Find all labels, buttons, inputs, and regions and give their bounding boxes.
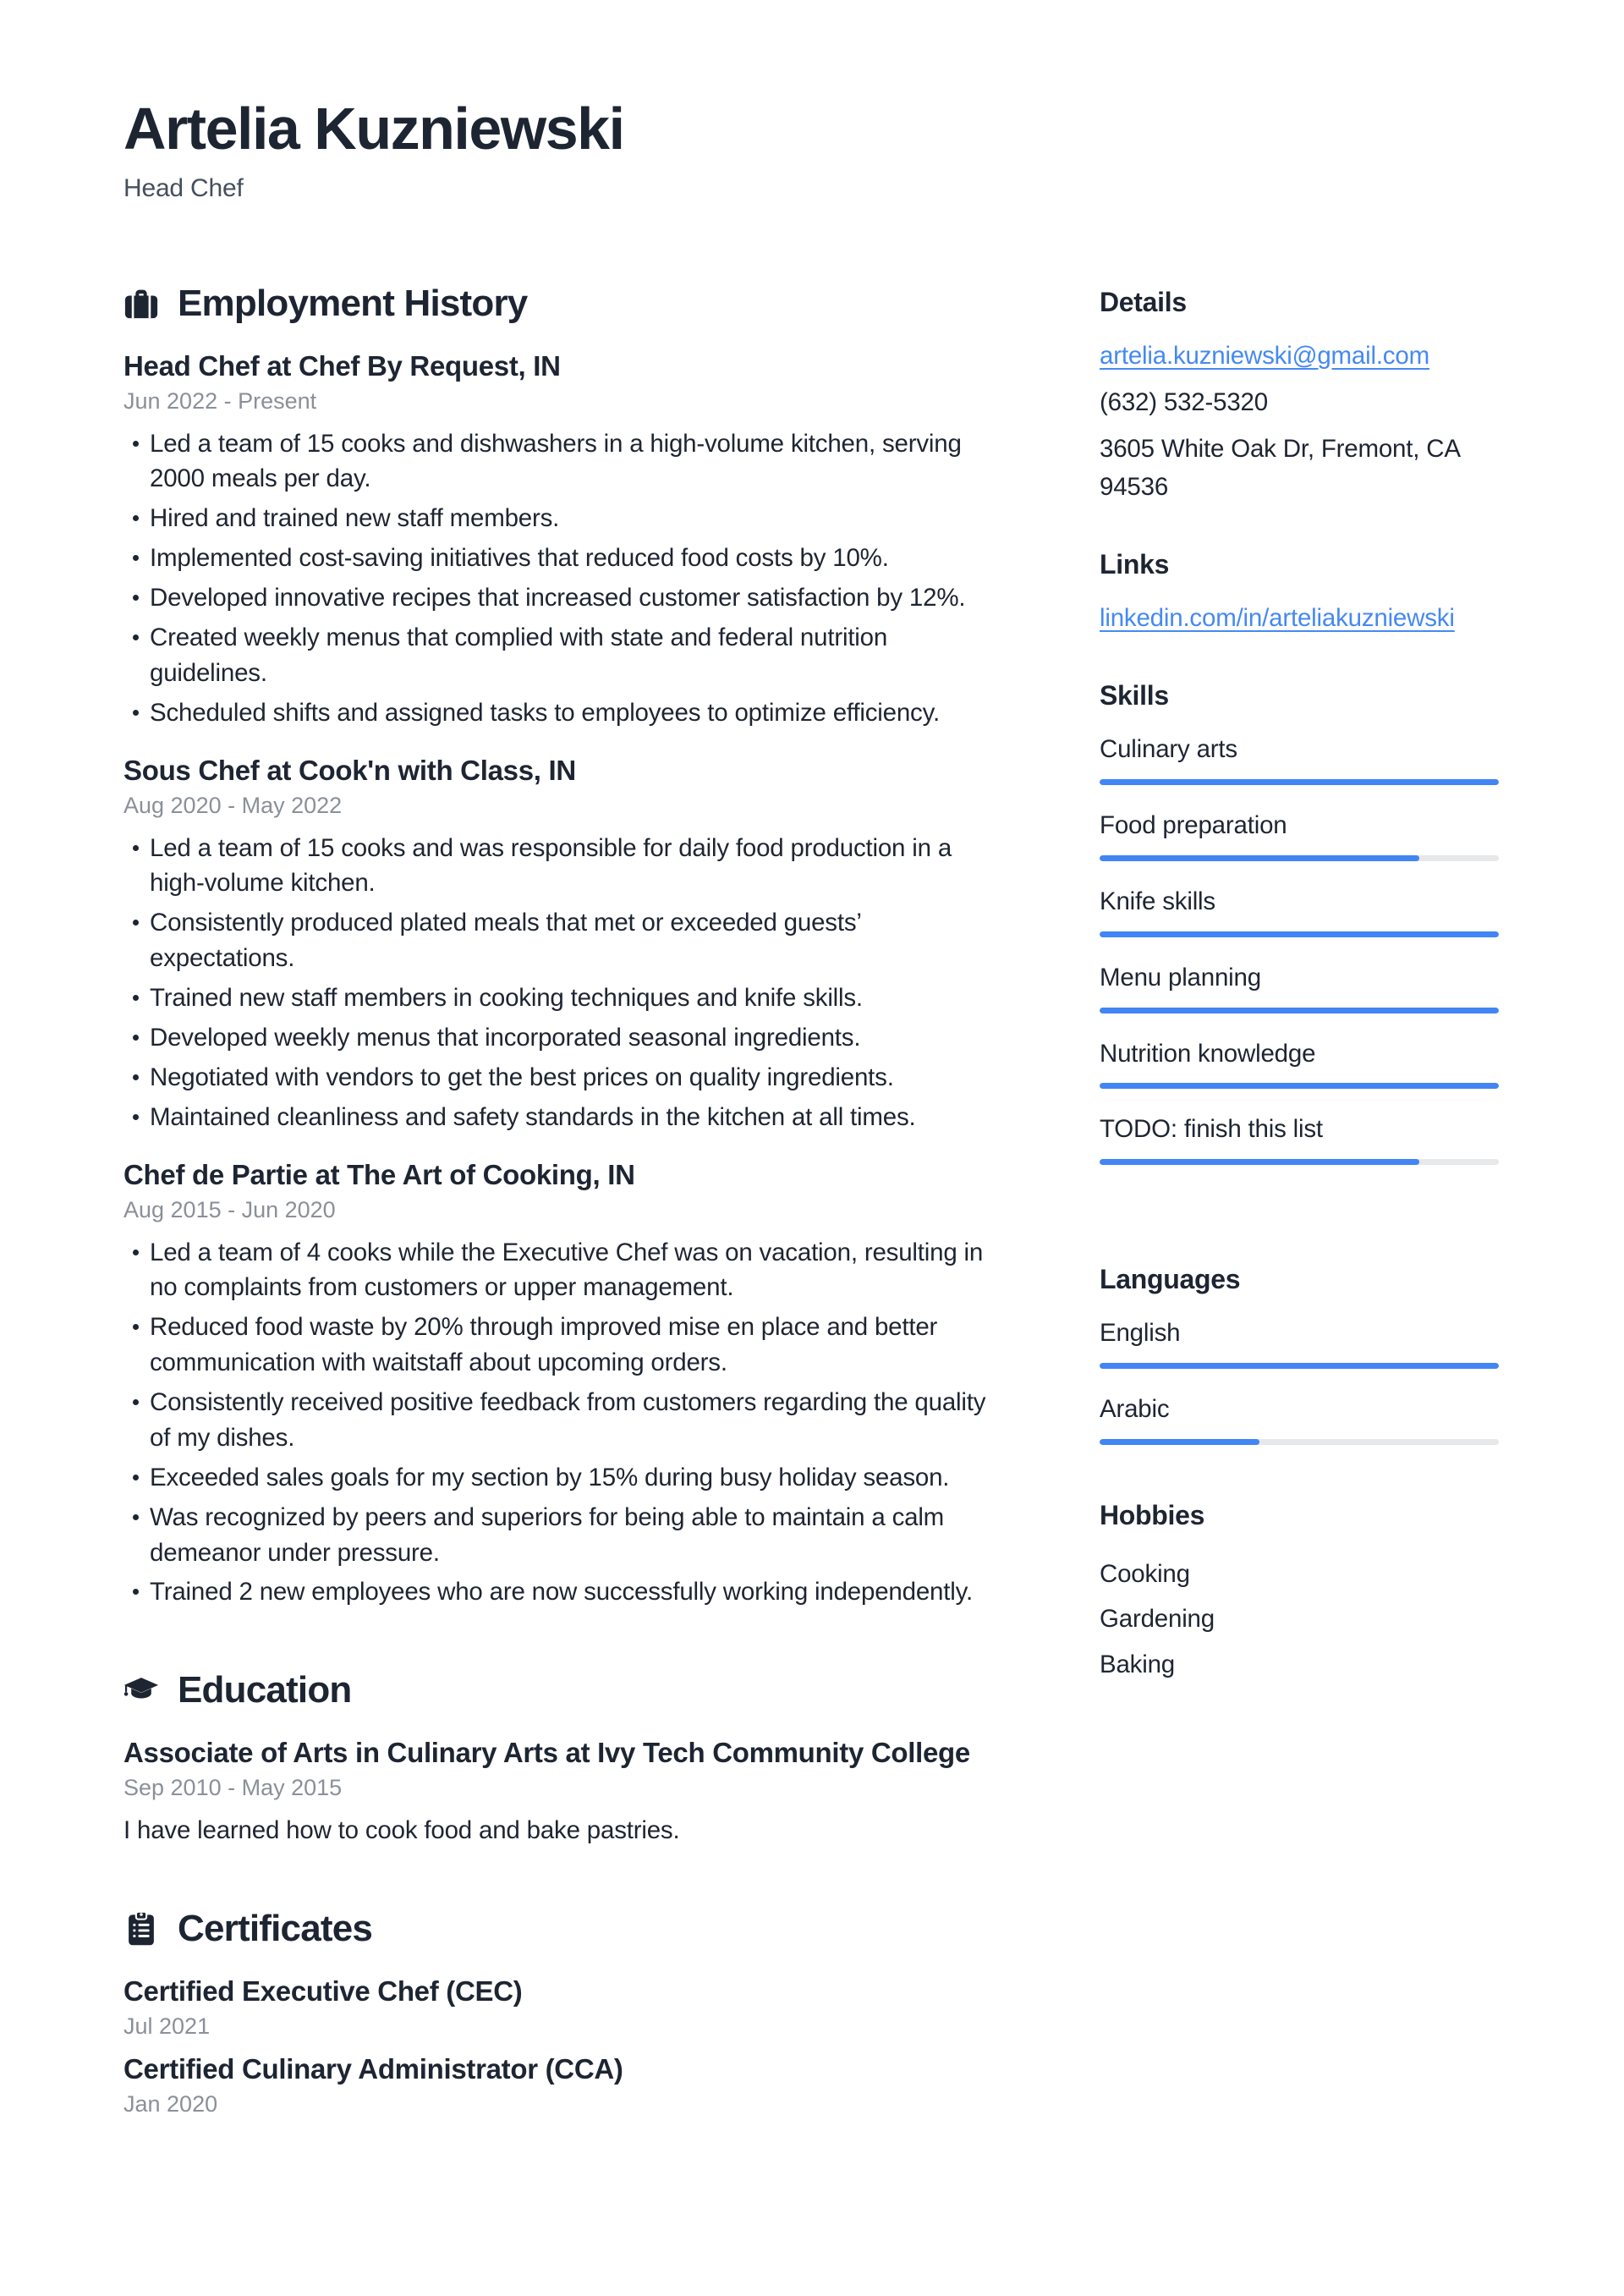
job-period: Aug 2020 - May 2022 bbox=[123, 792, 343, 818]
briefcase-icon bbox=[123, 286, 159, 321]
job-bullet: Scheduled shifts and assigned tasks to employees to optimize efficiency. bbox=[123, 695, 1008, 731]
person-name: Artelia Kuzniewski bbox=[123, 96, 624, 162]
job-bullet-list bbox=[123, 831, 1008, 1135]
certificate-period: Jan 2020 bbox=[123, 2091, 218, 2117]
certificate-list bbox=[123, 1975, 1008, 2117]
meter-label: Knife skills bbox=[1100, 887, 1215, 915]
certificate-title: Certified Executive Chef (CEC) bbox=[123, 1975, 523, 2008]
certificate-entry bbox=[123, 1975, 1008, 2040]
link-list bbox=[1100, 601, 1499, 637]
job-bullet-list bbox=[123, 1235, 1008, 1611]
job-bullet: Created weekly menus that complied with state and federal nutrition guidelines. bbox=[123, 620, 1008, 691]
resume-header bbox=[123, 98, 1502, 203]
main-column bbox=[123, 283, 1008, 2178]
meter-fill bbox=[1100, 1008, 1499, 1013]
meter-fill bbox=[1100, 1159, 1419, 1165]
meter-row bbox=[1100, 960, 1499, 1013]
job-bullet: Negotiated with vendors to get the best prices on quality ingredients. bbox=[123, 1060, 1008, 1096]
job-bullet: Led a team of 15 cooks and dishwashers in a high-volume kitchen, serving 2000 meals per day. bbox=[123, 426, 1008, 497]
meter-track bbox=[1100, 779, 1499, 785]
clipboard-icon bbox=[123, 1911, 159, 1947]
employment-section bbox=[123, 283, 1008, 1611]
meter-fill bbox=[1100, 1439, 1259, 1445]
address-line-1: 3605 White Oak Dr, Fremont, CA bbox=[1100, 435, 1461, 464]
meter-label: Culinary arts bbox=[1100, 735, 1237, 764]
job-bullet-list bbox=[123, 426, 1008, 731]
job-period: Jun 2022 - Present bbox=[123, 387, 317, 414]
meter-label: English bbox=[1100, 1319, 1181, 1348]
meter-row bbox=[1100, 1112, 1499, 1165]
job-bullet: Trained new staff members in cooking techniques and knife skills. bbox=[123, 980, 1008, 1016]
job-bullet: Trained 2 new employees who are now successfully working independently. bbox=[123, 1574, 1008, 1610]
job-period: Aug 2015 - Jun 2020 bbox=[123, 1196, 336, 1222]
meter-label: Arabic bbox=[1100, 1395, 1170, 1424]
education-degree: Associate of Arts in Culinary Arts at Ivy Tech Community College bbox=[123, 1737, 970, 1769]
meter-track bbox=[1100, 931, 1499, 937]
hobby-item: Gardening bbox=[1100, 1605, 1215, 1634]
job-bullet: Implemented cost-saving initiatives that reduced food costs by 10%. bbox=[123, 541, 1008, 576]
job-bullet: Reduced food waste by 20% through improved mise en place and better communication with waitstaff about upcoming orders. bbox=[123, 1310, 1008, 1381]
education-section bbox=[123, 1669, 1008, 1848]
certificates-section bbox=[123, 1908, 1008, 2117]
meter-track bbox=[1100, 1159, 1499, 1165]
link-row bbox=[1100, 601, 1499, 637]
certificates-section-title: Certificates bbox=[178, 1908, 373, 1950]
job-bullet: Consistently received positive feedback from customers regarding the quality of my dishes. bbox=[123, 1385, 1008, 1456]
employment-section-title: Employment History bbox=[178, 282, 528, 324]
content-columns bbox=[123, 283, 1502, 2178]
phone-number: (632) 532-5320 bbox=[1100, 387, 1268, 416]
meter-fill bbox=[1100, 855, 1419, 861]
skill-list bbox=[1100, 732, 1499, 1165]
meter-label: Menu planning bbox=[1100, 963, 1261, 991]
person-job-title: Head Chef bbox=[123, 173, 244, 202]
details-title: Details bbox=[1100, 286, 1187, 317]
meter-label: Nutrition knowledge bbox=[1100, 1039, 1316, 1068]
meter-track bbox=[1100, 1363, 1499, 1369]
job-entry bbox=[123, 1159, 1008, 1611]
education-list bbox=[123, 1737, 1008, 1848]
hobby-item: Cooking bbox=[1100, 1560, 1190, 1589]
address-line-2: 94536 bbox=[1100, 472, 1169, 501]
education-description: I have learned how to cook food and bake pastries. bbox=[123, 1816, 680, 1845]
education-section-title: Education bbox=[178, 1669, 352, 1711]
education-section-header bbox=[123, 1669, 1008, 1711]
meter-fill bbox=[1100, 931, 1499, 937]
education-entry bbox=[123, 1737, 1008, 1848]
hobby-list bbox=[1100, 1552, 1499, 1686]
languages-title: Languages bbox=[1100, 1264, 1241, 1295]
job-bullet: Developed weekly menus that incorporated seasonal ingredients. bbox=[123, 1020, 1008, 1056]
certificate-title: Certified Culinary Administrator (CCA) bbox=[123, 2053, 623, 2085]
meter-track bbox=[1100, 1439, 1499, 1445]
job-bullet: Led a team of 15 cooks and was responsible for daily food production in a high-volume kitchen. bbox=[123, 831, 1008, 902]
skills-section bbox=[1100, 676, 1499, 1165]
meter-track bbox=[1100, 855, 1499, 861]
email-link[interactable]: artelia.kuzniewski@gmail.com bbox=[1100, 341, 1429, 370]
link-item[interactable]: linkedin.com/in/arteliakuzniewski bbox=[1100, 604, 1455, 633]
job-bullet: Maintained cleanliness and safety standards in the kitchen at all times. bbox=[123, 1100, 1008, 1135]
hobby-item: Baking bbox=[1100, 1650, 1175, 1678]
meter-fill bbox=[1100, 1363, 1499, 1369]
sidebar bbox=[1100, 283, 1499, 2178]
meter-row bbox=[1100, 1036, 1499, 1090]
job-entry bbox=[123, 755, 1008, 1135]
job-bullet: Hired and trained new staff members. bbox=[123, 501, 1008, 536]
certificates-section-header bbox=[123, 1908, 1008, 1950]
meter-row bbox=[1100, 1316, 1499, 1369]
meter-row bbox=[1100, 732, 1499, 785]
job-title: Sous Chef at Cook'n with Class, IN bbox=[123, 754, 576, 786]
job-bullet: Led a team of 4 cooks while the Executive Chef was on vacation, resulting in no complaints from customers or upper management. bbox=[123, 1235, 1008, 1306]
links-section bbox=[1100, 545, 1499, 637]
meter-row bbox=[1100, 808, 1499, 861]
meter-track bbox=[1100, 1008, 1499, 1013]
meter-label: Food preparation bbox=[1100, 811, 1287, 840]
job-title: Head Chef at Chef By Request, IN bbox=[123, 349, 561, 382]
address bbox=[1100, 431, 1499, 506]
meter-row bbox=[1100, 884, 1499, 937]
employment-section-header bbox=[123, 283, 1008, 325]
graduation-cap-icon bbox=[123, 1673, 159, 1708]
meter-fill bbox=[1100, 1083, 1499, 1089]
job-bullet: Was recognized by peers and superiors for being able to maintain a calm demeanor under pressure. bbox=[123, 1500, 1008, 1571]
language-list bbox=[1100, 1316, 1499, 1445]
links-title: Links bbox=[1100, 548, 1170, 579]
education-period: Sep 2010 - May 2015 bbox=[123, 1775, 343, 1801]
job-title: Chef de Partie at The Art of Cooking, IN bbox=[123, 1158, 635, 1190]
job-bullet: Developed innovative recipes that increased customer satisfaction by 12%. bbox=[123, 580, 1008, 616]
languages-section bbox=[1100, 1260, 1499, 1445]
job-bullet: Exceeded sales goals for my section by 15% during busy holiday season. bbox=[123, 1460, 1008, 1496]
meter-row bbox=[1100, 1392, 1499, 1445]
meter-track bbox=[1100, 1083, 1499, 1089]
details-section bbox=[1100, 283, 1499, 506]
meter-label: TODO: finish this list bbox=[1100, 1115, 1323, 1144]
skills-title: Skills bbox=[1100, 680, 1169, 711]
meter-fill bbox=[1100, 779, 1499, 785]
job-entry bbox=[123, 350, 1008, 731]
certificate-entry bbox=[123, 2053, 1008, 2117]
job-list bbox=[123, 350, 1008, 1611]
hobbies-title: Hobbies bbox=[1100, 1499, 1205, 1530]
job-bullet: Consistently produced plated meals that met or exceeded guests’ expectations. bbox=[123, 905, 1008, 976]
certificate-period: Jul 2021 bbox=[123, 2013, 211, 2040]
hobbies-section bbox=[1100, 1496, 1499, 1687]
